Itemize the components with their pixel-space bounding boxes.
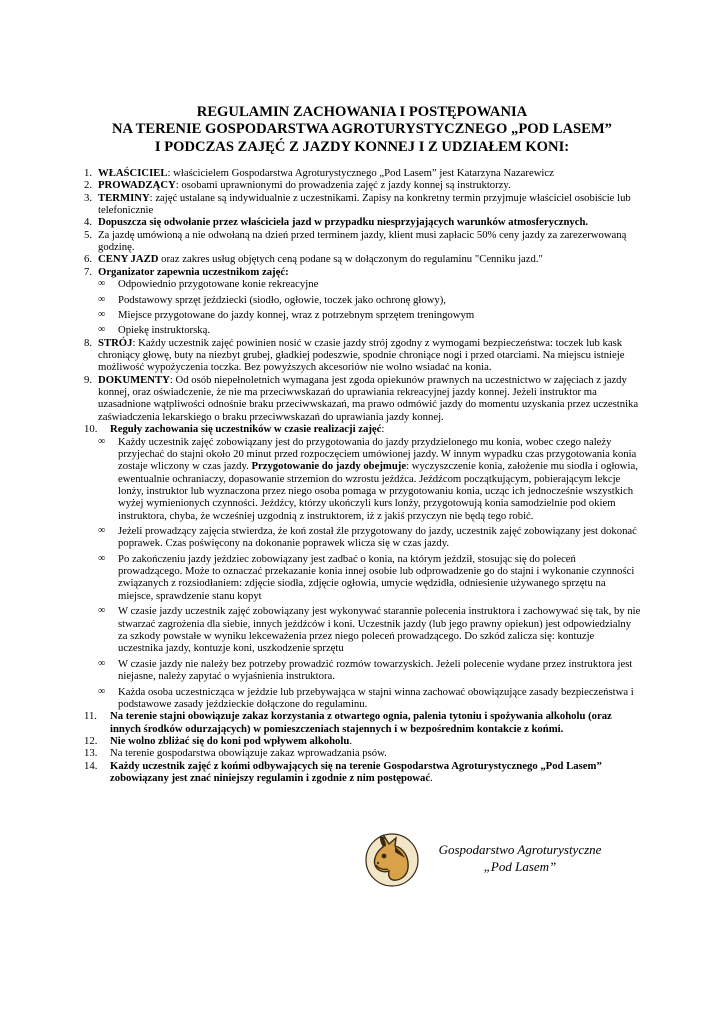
rule-number: 7.	[84, 265, 93, 278]
rule-heading: Nie wolno zbliżać się do koni pod wpływem alkoholu	[110, 734, 350, 747]
rule-text: : Od osób niepełnoletnich wymagana jest zgoda opiekunów prawnych na uczestnictwo w zajęciach z jazdy konnej, oraz oświadczenie, że nie ma przeciwwskazań do uprawiania rekreacyjnej jazdy konnej. Jeżeli instruktor ma uzasadnione wątpliwości odnośnie braku przeciwwskazań, ma prawo odmówić jazdy do momentu uzyskania przez uczestnika zaświadczenia lekarskiego o braku przeciwwskazań do uprawiania jazdy konnej.	[98, 373, 639, 423]
horse-head-icon	[362, 828, 422, 888]
list-item-text: W czasie jazdy uczestnik zajęć zobowiązany jest wykonywać starannie polecenia instruktora i zachowywać się tak, by nie stwarzać zagrożenia dla siebie, innych jeźdźców i koni. Uczestnik jazdy (lub jego prawny opiekun) jest odpowiedzialny za szkody powstałe w wyniku lekceważenia przez niego poleceń prowadzącego. Do szkód zalicza się: kontuzje uczestnika jazdy, kontuzje koni, uszkodzenie sprzętu	[118, 605, 641, 655]
list-item	[98, 605, 642, 654]
list-item	[98, 525, 642, 550]
rule-number: 13.	[84, 747, 98, 760]
rule-heading: Dopuszcza się odwołanie przez właściciela jazd w przypadku niesprzyjających warunków atmosferycznych.	[98, 216, 589, 229]
rule-heading: STRÓJ	[98, 336, 133, 349]
title-line-1: REGULAMIN ZACHOWANIA I POSTĘPOWANIA	[196, 104, 528, 120]
title-line-2: NA TERENIE GOSPODARSTWA AGROTURYSTYCZNEGO „POD LASEM”	[112, 121, 612, 138]
regulations-list	[84, 167, 642, 784]
rule-terms	[84, 191, 642, 217]
rule-no-alcohol	[84, 734, 642, 747]
infinity-bullet-icon: ∞	[98, 605, 106, 617]
rule-number: 11.	[84, 710, 97, 723]
rule-heading: PROWADZĄCY	[98, 179, 176, 192]
list-item-text: Opiekę instruktorską.	[118, 324, 211, 337]
rule-weather-cancellation	[84, 216, 642, 229]
list-item-text: : wyczyszczenie konia, założenie mu siodła i ogłowia, ewentualnie ochraniaczy, dopasowanie strzemion do wzrostu jeźdźca. Jeźdźcom początkującym, pobierającym lekcje lonży, instruktor lub wyznaczona przez niego osoba pomaga w przygotowaniu konia, ucząc ich jednocześnie wszystkich wyżej wymienionych czynności. Jeźdźcy, którzy ukończyli kurs lonży, przygotowują konia samodzielnie pod okiem instruktora, chyba, że wcześniej uzgodnią z instruktorem, iż z jakiś przyczyn nie będą tego robić.	[118, 460, 638, 522]
list-item	[98, 686, 642, 711]
horse-eye	[382, 854, 387, 859]
infinity-bullet-icon: ∞	[98, 308, 106, 320]
rule-number: 3.	[84, 191, 93, 204]
list-item	[98, 294, 642, 306]
infinity-bullet-icon: ∞	[98, 657, 106, 669]
rule-heading: TERMINY	[98, 191, 150, 204]
rule-number: 2.	[84, 179, 93, 192]
rule-organizer-provides	[84, 265, 642, 337]
list-item-text: Każda osoba uczestnicząca w jeździe lub przebywająca w stajni winna zachować obowiązujące zasady bezpieczeństwa i podstawowe zasady jeździeckie dołączone do regulaminu.	[118, 685, 634, 710]
rule-heading: Reguły zachowania się uczestników w czasie realizacji zajęć	[110, 423, 382, 436]
list-item	[98, 436, 642, 522]
rule-cancellation-fee	[84, 228, 642, 254]
title-line-3: I PODCZAS ZAJĘĆ Z JAZDY KONNEJ I Z UDZIAŁEM KONI:	[154, 138, 570, 155]
regulations-body	[84, 167, 642, 784]
rule-number: 9.	[84, 373, 93, 386]
infinity-bullet-icon: ∞	[98, 293, 106, 305]
list-item-text: Jeżeli prowadzący zajęcia stwierdza, że koń został źle przygotowany do jazdy, uczestnik zajęć zobowiązany jest dokonać poprawek. Czas poświęcony na dokonanie poprawek wlicza się w czas jazdy.	[118, 525, 637, 550]
rule-no-dogs	[84, 747, 642, 760]
list-item	[98, 324, 642, 336]
rule-acknowledgement	[84, 759, 642, 785]
rule-heading: Organizator zapewnia uczestnikom zajęć:	[98, 265, 289, 278]
rule-number: 4.	[84, 216, 93, 229]
rule-text: : właścicielem Gospodarstwa Agroturystycznego „Pod Lasem” jest Katarzyna Nazarewicz	[167, 167, 554, 179]
rule-number: 10.	[84, 423, 98, 436]
list-item	[98, 309, 642, 321]
rule-owner	[84, 167, 642, 179]
rule-text: : Każdy uczestnik zajęć powinien nosić w czasie jazdy strój zgodny z wymogami bezpieczeństwa: toczek lub kask chroniący głowę, buty na niezbyt grubej, gładkiej podeszwie, spodnie chroniące nogi i przed otarciami. Na miejscu istnieje możliwość wypożyczenia toczka. Bez powyższych akcesoriów nie wolno wsiadać na konia.	[98, 336, 625, 374]
list-item	[98, 658, 642, 683]
rule-text: oraz zakres usług objętych ceną podane są w dołączonym do regulaminu "Cenniku jazd."	[158, 253, 543, 266]
conduct-list	[98, 436, 642, 711]
rule-heading: Na terenie stajni obowiązuje zakaz korzystania z otwartego ognia, palenia tytoniu i spożywania alkoholu (oraz innych środków odurzających) w pomieszczeniach stajennych i w bezpośrednim kontakcie z końmi.	[110, 710, 612, 735]
list-item-text: Po zakończeniu jazdy jeździec zobowiązany jest zadbać o konia, na którym jeździł, stosując się do poleceń prowadzącego. Może to oznaczać przekazanie konia innej osobie lub odprowadzenie go do stajni i wykonanie czynności związanych z rozsiodłaniem: zdjęcie siodła, zdjęcie ogłowia, umycie wędzidła, odniesienie używanego sprzętu na miejsce, sprawdzenie stanu kopyt	[118, 552, 635, 602]
infinity-bullet-icon: ∞	[98, 278, 106, 290]
list-item-text: W czasie jazdy nie należy bez potrzeby prowadzić rozmów towarzyskich. Jeżeli polecenie wydane przez instruktora jest niejasne, należy zapytać o wyjaśnienia instruktora.	[118, 657, 633, 683]
rule-number: 8.	[84, 336, 93, 349]
rule-number: 12.	[84, 734, 98, 747]
list-item-bold: Przygotowanie do jazdy obejmuje	[251, 460, 407, 473]
rule-text: : zajęć ustalane są indywidualnie z uczestnikami. Zapisy na konkretny termin przyjmuje właściciel osobiście lub telefonicznie	[98, 191, 631, 217]
rule-conduct	[84, 423, 642, 710]
rule-heading: CENY JAZD	[98, 253, 159, 266]
rule-attire	[84, 336, 642, 374]
infinity-bullet-icon: ∞	[98, 552, 106, 564]
rule-text: .	[430, 771, 433, 784]
rule-fire-alcohol	[84, 710, 642, 735]
rule-instructors	[84, 179, 642, 192]
footer-signature	[420, 841, 620, 875]
rule-heading: DOKUMENTY	[98, 373, 170, 386]
footer-line-2: „Pod Lasem”	[483, 859, 557, 874]
rule-text: : osobami uprawnionymi do prowadzenia zajęć z jazdy konnej są instruktorzy.	[175, 179, 511, 192]
rule-number: 5.	[84, 228, 93, 241]
horse-nostril	[377, 862, 379, 864]
infinity-bullet-icon: ∞	[98, 525, 106, 536]
rule-number: 1.	[84, 167, 93, 179]
list-item-text: Miejsce przygotowane do jazdy konnej, wraz z potrzebnym sprzętem treningowym	[118, 308, 475, 321]
rule-number: 6.	[84, 253, 93, 266]
list-item-text: Każdy uczestnik zajęć zobowiązany jest do przygotowania do jazdy przydzielonego mu konia, wobec czego należy przyjechać do stajni około 20 minut przed rozpoczęciem umówionej jazdy. W innym wypadku czas przygotowania konia zostaje wliczony w czas jazdy.	[118, 435, 637, 473]
infinity-bullet-icon: ∞	[98, 435, 106, 447]
rule-text: .	[349, 734, 352, 747]
rule-heading: WŁAŚCICIEL	[98, 167, 168, 179]
infinity-bullet-icon: ∞	[98, 685, 106, 697]
rule-text: Na terenie gospodarstwa obowiązuje zakaz wprowadzania psów.	[110, 747, 387, 760]
list-item-text: Odpowiednio przygotowane konie rekreacyjne	[118, 278, 319, 291]
rule-prices	[84, 253, 642, 266]
document-title	[0, 104, 724, 156]
footer-line-1: Gospodarstwo Agroturystyczne	[438, 842, 602, 857]
list-item-text: Podstawowy sprzęt jeździecki (siodło, ogłowie, toczek jako ochronę głowy),	[118, 293, 446, 306]
rule-documents	[84, 373, 642, 423]
rule-heading: Każdy uczestnik zajęć z końmi odbywających się na terenie Gospodarstwa Agroturystycznego „Pod Lasem” zobowiązany jest znać niniejszy regulamin i zgodnie z nim postępować	[110, 759, 602, 784]
infinity-bullet-icon: ∞	[98, 324, 106, 336]
rule-text: Za jazdę umówioną a nie odwołaną na dzień przed terminem jazdy, klient musi zapłacic 50% ceny jazdy za zarezerwowaną godzinę.	[98, 228, 627, 254]
list-item	[98, 278, 642, 290]
provides-list	[98, 278, 642, 337]
rule-text: :	[381, 423, 385, 436]
list-item	[98, 553, 642, 602]
rule-number: 14.	[84, 759, 98, 772]
